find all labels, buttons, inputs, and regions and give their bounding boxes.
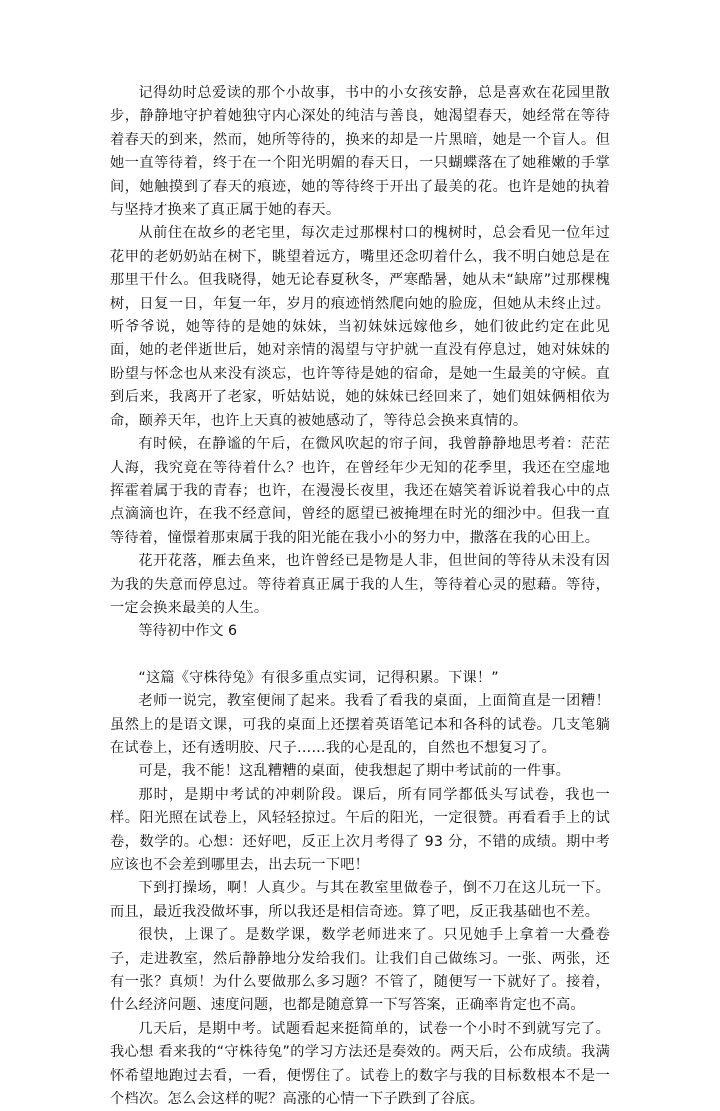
essay-section-2 [110,667,610,1111]
paragraph: 很快，上课了。是数学课，数学老师进来了。只见她手上拿着一大叠卷子，走进教室，然后静静地分发给我们。让我们自己做练习。一张、两张，还有一张？真烦！为什么要做那么多习题？不管了，随便写一下就好了。接着，什么经济问题、速度问题，也都是随意算一下写答案，正确率肯定也不高。 [110,927,610,1014]
paragraph: 可是，我不能！这乱糟糟的桌面，使我想起了期中考试前的一件事。 [138,763,571,780]
paragraph: 有时候，在静谧的午后，在微风吹起的帘子间，我曾静静地思考着：茫茫人海，我究竟在等待着什么？也许，在曾经年少无知的花季里，我还在空虚地挥霍着属于我的青春；也许，在漫漫长夜里，我还在嬉笑着诉说着我心中的点点滴滴也许，在我不经意间，曾经的愿望已被掩埋在时光的细沙中。但我一直等待着，憧憬着那束属于我的阳光能在我小小的努力中，撒落在我的心田上。 [110,436,610,546]
essay-title: 等待初中作文 6 [138,623,238,640]
paragraph: 花开花落，雁去鱼来，也许曾经已是物是人非，但世间的等待从未没有因为我的失意而停息过。等待着真正属于我的人生，等待着心灵的慰藉。等待，一定会换来最美的人生。 [110,553,610,616]
blank-line [110,644,610,667]
paragraph: “这篇《守株待兔》有很多重点实词，记得积累。下课！” [138,669,499,686]
essay-section-1 [110,82,610,620]
paragraph: 下到打操场，啊！人真少。与其在教室里做卷子，倒不刀在这儿玩一下。而且，最近我没做坏事，所以我还是相信奇迹。算了吧，反正我基础也不差。 [110,880,610,920]
paragraph: 几天后，是期中考。试题看起来挺简单的，试卷一个小时不到就写完了。我心想 看来我的“守株待兔”的学习方法还是奏效的。两天后，公布成绩。我满怀希望地跑过去看，一看，便愣住了。试卷上的数字与我的目标数根本不是一个档次。怎么会这样的呢？高涨的心情一下子跌到了谷底。 [110,1020,610,1108]
paragraph: 老师一说完，教室便闹了起来。我看了看我的桌面，上面简直是一团糟！虽然上的是语文课，可我的桌面上还摆着英语笔记本和各科的试卷。几支笔躺在试卷上，还有透明胶、尺子……我的心是乱的，自然也不想复习了。 [110,693,610,756]
paragraph: 那时，是期中考试的冲刺阶段。课后，所有同学都低头写试卷，我也一样。阳光照在试卷上，风轻轻掠过。午后的阳光，一定很赞。再看看手上的试卷，数学的。心想：还好吧，反正上次月考得了 93 分，不错的成绩。期中考应该也不会差到哪里去，出去玩一下吧！ [110,786,610,873]
paragraph: 从前住在故乡的老宅里，每次走过那棵村口的槐树时，总会看见一位年过花甲的老奶奶站在树下，眺望着远方，嘴里还念叨着什么，我不明白她总是在那里干什么。但我晓得，她无论春夏秋冬，严寒酷暑，她从未“缺席”过那棵槐树，日复一日，年复一年，岁月的痕迹悄然爬向她的脸庞，但她从未终止过。听爷爷说，她等待的是她的妹妹，当初妹妹远嫁他乡，她们彼此约定在此见面，她的老伴逝世后，她对亲情的渴望与守护就一直没有停息过，她对妹妹的盼望与怀念也从来没有淡忘，也许等待是她的宿命，是她一生最美的守候。直到后来，我离开了老家，听姑姑说，她的妹妹已经回来了，她们姐妹俩相依为命，颐养天年，也许上天真的被她感动了，等待总会换来真情的。 [110,225,610,429]
paragraph: 记得幼时总爱读的那个小故事，书中的小女孩安静，总是喜欢在花园里散步，静静地守护着她独守内心深处的纯洁与善良，她渴望春天，她经常在等待着春天的到来，然而，她所等待的，换来的却是一片黑暗，她是一个盲人。但她一直等待着，终于在一个阳光明媚的春天日，一只蝴蝶落在了她稚嫩的手掌间，她触摸到了春天的痕迹，她的等待终于开出了最美的花。也许是她的执着与坚持才换来了真正属于她的春天。 [110,85,610,219]
